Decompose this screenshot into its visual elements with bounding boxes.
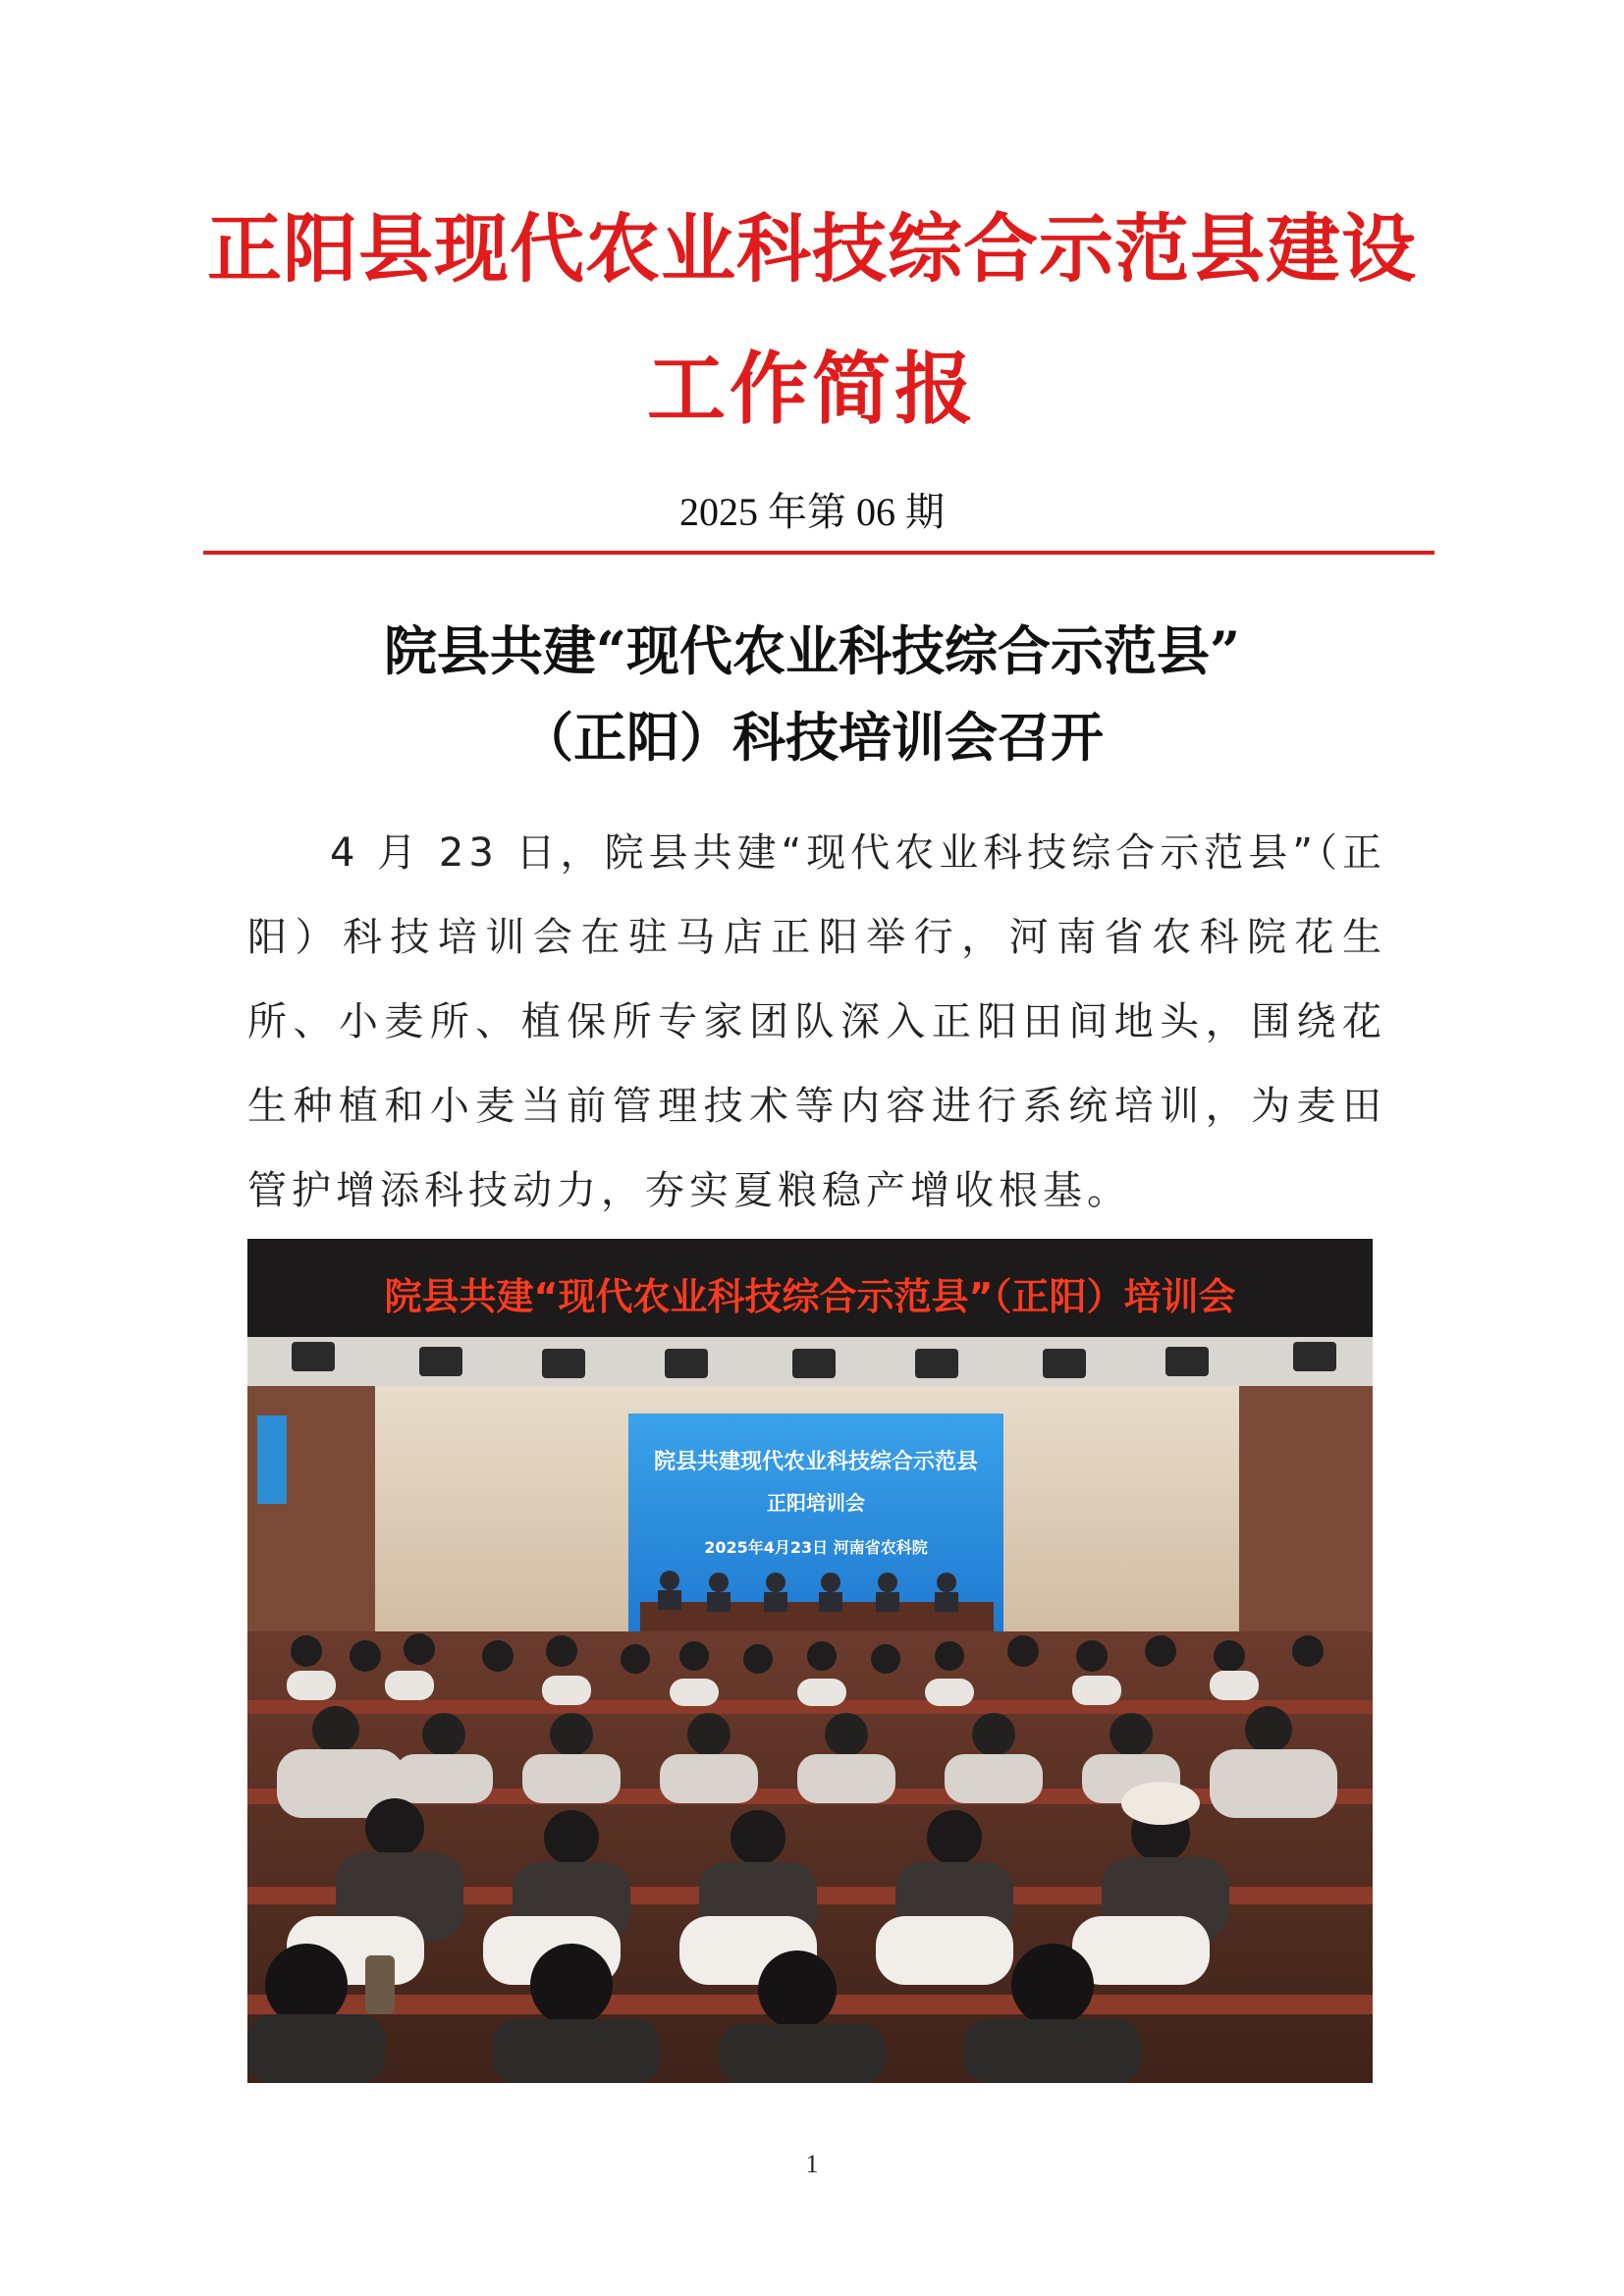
article-headline-line2: （正阳）科技培训会召开	[520, 706, 1104, 769]
masthead-title-line2: 工作简报	[647, 343, 977, 435]
meeting-photo-illustration	[247, 1239, 1373, 2083]
issue-number: 2025 年第 06 期	[679, 490, 945, 534]
screen-line1: 院县共建现代农业科技综合示范县	[653, 1450, 979, 1474]
article-headline-line1: 院县共建“现代农业科技综合示范县”	[383, 619, 1241, 682]
header-divider	[203, 551, 1435, 555]
screen-line2: 正阳培训会	[767, 1491, 865, 1515]
article-paragraph: 4 月 23 日，院县共建“现代农业科技综合示范县”（正阳）科技培训会在驻马店正阳举行，河南省农科院花生所、小麦所、植保所专家团队深入正阳田间地头，围绕花生种植和小麦当前管理技术等内容进行系统培训，为麦田管护增添科技动力，夯实夏粮稳产增收根基。	[247, 830, 1386, 1213]
masthead-title-line1: 正阳县现代农业科技综合示范县建设	[207, 205, 1417, 293]
screen-line3: 2025年4月23日 河南省农科院	[704, 1538, 928, 1557]
page-number: 1	[805, 2150, 819, 2178]
led-banner-text: 院县共建“现代农业科技综合示范县”（正阳）培训会	[384, 1275, 1236, 1318]
meeting-photo	[247, 1239, 1373, 2083]
